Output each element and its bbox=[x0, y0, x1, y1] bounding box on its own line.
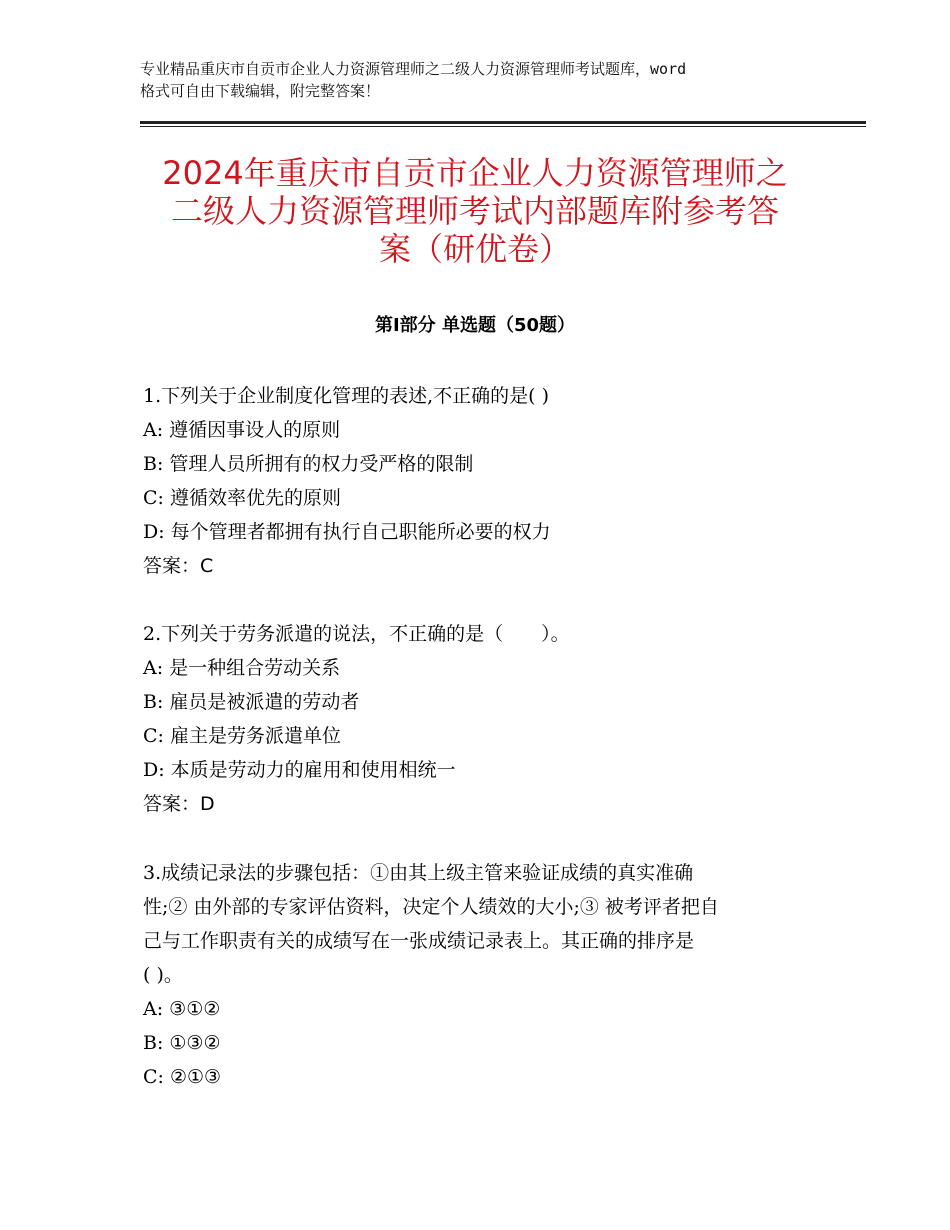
option-c: C: ②①③ bbox=[143, 1066, 222, 1088]
header-note-line-2: 格式可自由下载编辑，附完整答案！ bbox=[140, 82, 381, 100]
option-b: B: 管理人员所拥有的权力受严格的限制 bbox=[143, 453, 474, 475]
question-text-line-2: 性;② 由外部的专家评估资料，决定个人绩效的大小;③ 被考评者把自 bbox=[143, 896, 719, 918]
document-title-line-2: 二级人力资源管理师考试内部题库附参考答 bbox=[170, 192, 779, 230]
question-text-line-3: 己与工作职责有关的成绩写在一张成绩记录表上。其正确的排序是 bbox=[143, 930, 695, 952]
question-text-line-1: 3.成绩记录法的步骤包括：①由其上级主管来验证成绩的真实准确 bbox=[143, 862, 694, 884]
answer: 答案：D bbox=[143, 793, 215, 815]
question-1 bbox=[143, 379, 833, 583]
question-2 bbox=[143, 617, 833, 821]
option-c: C: 遵循效率优先的原则 bbox=[143, 487, 341, 509]
option-d: D: 本质是劳动力的雇用和使用相统一 bbox=[143, 759, 456, 781]
header-divider-thin bbox=[140, 126, 866, 127]
document-title-line-1: 2024年重庆市自贡市企业人力资源管理师之 bbox=[162, 154, 788, 192]
question-text-line-4: ( )。 bbox=[143, 964, 183, 986]
question-text: 2.下列关于劳务派遣的说法，不正确的是（ ）。 bbox=[143, 623, 570, 645]
section-title: 第Ⅰ部分 单选题（50题） bbox=[374, 315, 575, 336]
header-note-line-1: 专业精品重庆市自贡市企业人力资源管理师之二级人力资源管理师考试题库，word bbox=[140, 60, 687, 78]
option-c: C: 雇主是劳务派遣单位 bbox=[143, 725, 341, 747]
question-3 bbox=[143, 856, 833, 1094]
document-title bbox=[120, 154, 830, 268]
option-a: A: ③①② bbox=[143, 998, 221, 1020]
answer: 答案：C bbox=[143, 555, 214, 577]
header-note bbox=[140, 58, 820, 102]
option-a: A: 是一种组合劳动关系 bbox=[143, 657, 341, 679]
header-divider-thick bbox=[140, 121, 866, 124]
option-a: A: 遵循因事设人的原则 bbox=[143, 419, 341, 441]
question-text: 1.下列关于企业制度化管理的表述,不正确的是( ) bbox=[143, 385, 550, 407]
option-b: B: ①③② bbox=[143, 1032, 221, 1054]
document-title-line-3: 案（研优卷） bbox=[378, 230, 571, 268]
option-d: D: 每个管理者都拥有执行自己职能所必要的权力 bbox=[143, 521, 551, 543]
option-b: B: 雇员是被派遣的劳动者 bbox=[143, 691, 360, 713]
